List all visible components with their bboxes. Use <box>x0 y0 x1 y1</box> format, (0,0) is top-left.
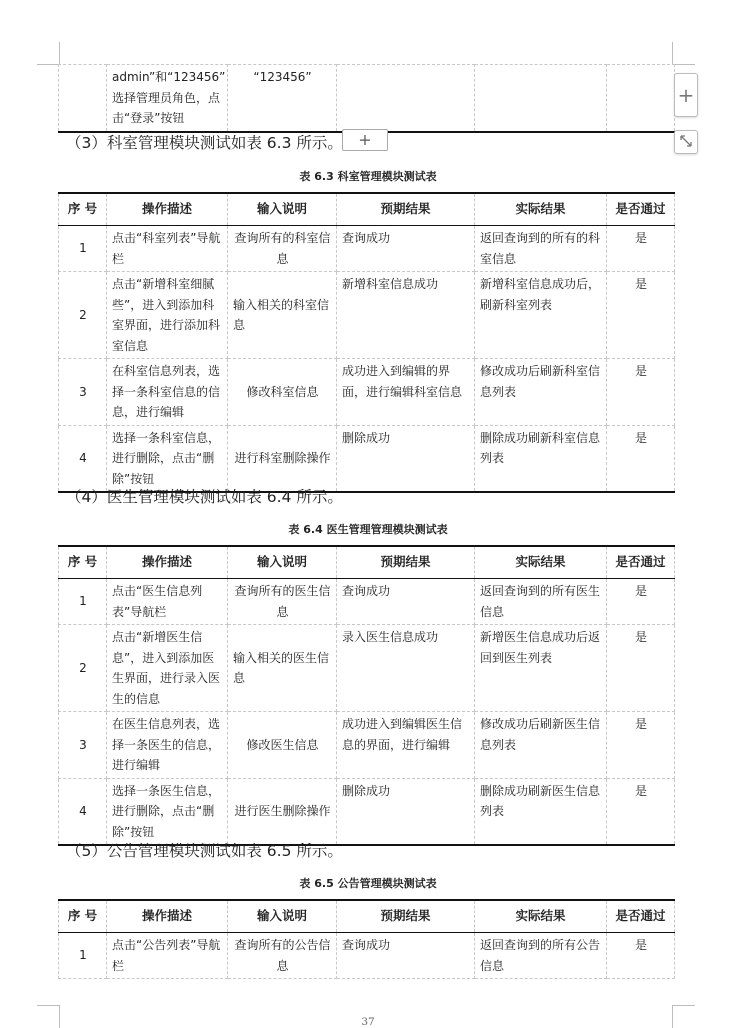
table-caption: 表 6.5 公告管理模块测试表 <box>299 877 437 890</box>
table-row: 1 点击“科室列表”导航栏 查询所有的科室信息 查询成功 返回查询到的所有的科室信息 是 <box>59 226 675 272</box>
table-row: 1 点击“医生信息列表”导航栏 查询所有的医生信息 查询成功 返回查询到的所有医生信息 是 <box>59 579 675 625</box>
doctor-test-table <box>58 545 675 846</box>
table-header: 序 号 操作描述 输入说明 预期结果 实际结果 是否通过 <box>59 193 675 226</box>
table-row: 2 点击“新增科室细腻些”，进入到添加科室界面，进行添加科室信息 输入相关的科室信息 新增科室信息成功 新增科室信息成功后，刷新科室列表 是 <box>59 272 675 359</box>
crop-mark-top-right <box>672 42 695 65</box>
table-row: 1 点击“公告列表”导航栏 查询所有的公告信息 查询成功 返回查询到的所有公告信息 是 <box>59 933 675 979</box>
section-heading: （5）公告管理模块测试如表 6.5 所示。 <box>66 842 343 860</box>
section-heading: （4）医生管理模块测试如表 6.4 所示。 <box>66 488 343 506</box>
expand-arrows-icon <box>676 131 696 151</box>
table-row: 3 在科室信息列表，选择一条科室信息的信息，进行编辑 修改科室信息 成功进入到编辑的界面，进行编辑科室信息 修改成功后刷新科室信息列表 是 <box>59 359 675 426</box>
table-row: 4 选择一条医生信息，进行删除，点击“删除”按钮 进行医生删除操作 删除成功 删除成功刷新医生信息列表 是 <box>59 778 675 845</box>
expand-icon[interactable] <box>674 130 698 154</box>
add-row-button[interactable]: + <box>342 129 388 151</box>
input-cell: “123456” <box>228 65 337 132</box>
op-cell: admin”和“123456” 选择管理员角色，点 击“登录”按钮 <box>107 65 228 132</box>
notice-test-table <box>58 899 675 979</box>
table-row: 2 点击“新增医生信息”，进入到添加医生界面，进行录入医生的信息 输入相关的医生信息 录入医生信息成功 新增医生信息成功后返回到医生列表 是 <box>59 625 675 712</box>
table-header: 序 号 操作描述 输入说明 预期结果 实际结果 是否通过 <box>59 900 675 933</box>
department-test-table <box>58 192 675 493</box>
table-caption: 表 6.3 科室管理模块测试表 <box>299 170 437 183</box>
table-caption: 表 6.4 医生管理管理模块测试表 <box>288 523 448 536</box>
page-number: 37 <box>361 1016 375 1028</box>
table-row: 4 选择一条科室信息，进行删除，点击“删除”按钮 进行科室删除操作 删除成功 删除成功刷新科室信息列表 是 <box>59 425 675 492</box>
table-row <box>59 65 675 132</box>
crop-mark-top-left <box>37 42 60 65</box>
table-row: 3 在医生信息列表，选择一条医生的信息，进行编辑 修改医生信息 成功进入到编辑医生信息的界面，进行编辑 修改成功后刷新医生信息列表 是 <box>59 712 675 779</box>
table-header: 序 号 操作描述 输入说明 预期结果 实际结果 是否通过 <box>59 546 675 579</box>
table-fragment <box>58 64 675 133</box>
section-heading: （3）科室管理模块测试如表 6.3 所示。 <box>66 134 343 152</box>
side-add-button[interactable]: + <box>674 73 698 117</box>
